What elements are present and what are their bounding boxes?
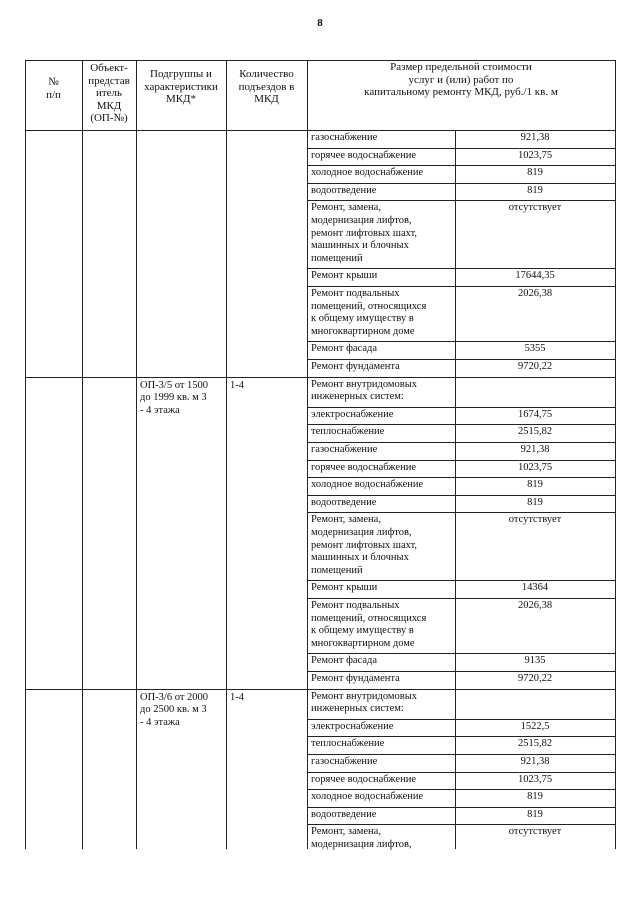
- work-name-line: Ремонт фундамента: [311, 673, 400, 684]
- work-name-line: помещений, относящихся: [311, 300, 427, 312]
- subgroup-line: до 2500 кв. м 3: [140, 704, 207, 716]
- work-row-divider: [307, 772, 615, 773]
- work-name-line: Ремонт подвальных: [311, 288, 400, 299]
- cost-value-cell: 819: [527, 496, 543, 508]
- work-row-divider: [307, 580, 615, 581]
- work-name-cell: [311, 379, 453, 404]
- header-subgroup: [136, 68, 226, 106]
- work-name-line: холодное водоснабжение: [311, 791, 424, 803]
- work-name-line: модернизация лифтов,: [311, 526, 412, 538]
- work-name-line: ремонт лифтовых шахт,: [311, 539, 418, 551]
- work-name-line: Ремонт, замена,: [311, 826, 381, 838]
- work-name-cell: [311, 409, 453, 422]
- subgroup-line: ОП-3/6 от 2000: [140, 691, 209, 703]
- work-name-line: газоснабжение: [311, 444, 378, 455]
- cost-value-cell: 2026,38: [517, 600, 553, 611]
- header-cost: [307, 61, 615, 99]
- subgroup-cell: [140, 380, 224, 418]
- header-object-line: МКД: [96, 99, 122, 112]
- price-table: [25, 60, 615, 849]
- work-name-line: холодное водоснабжение: [311, 167, 424, 179]
- cost-value-cell: 1023,75: [517, 773, 553, 785]
- subgroup-line: ОП-3/5 от 1500: [140, 379, 209, 391]
- cost-value-cell: 819: [527, 479, 543, 491]
- header-object-line: представ: [88, 74, 130, 87]
- column-border: [226, 60, 227, 849]
- work-name-line: газоснабжение: [311, 756, 378, 767]
- header-subgroup-line: МКД*: [165, 93, 197, 106]
- work-name-cell: [311, 791, 453, 804]
- work-name-cell: [311, 582, 453, 595]
- work-name-line: водоотведение: [311, 496, 377, 508]
- work-name-cell: [311, 167, 453, 180]
- header-subgroup-line: характеристики: [144, 80, 218, 93]
- work-name-cell: [311, 738, 453, 751]
- header-number: [25, 76, 82, 101]
- cost-value-cell: 921,38: [520, 444, 550, 455]
- cost-value-cell: отсутствует: [508, 202, 562, 214]
- work-name-cell: [311, 288, 453, 338]
- work-row-divider: [307, 736, 615, 737]
- column-border: [307, 60, 308, 849]
- header-entrances-line: Количество: [239, 68, 294, 80]
- cost-value-cell: 1522,5: [520, 720, 550, 732]
- cost-value-cell: 2026,38: [517, 288, 553, 299]
- work-name-cell: [311, 673, 453, 686]
- work-name-line: модернизация лифтов,: [311, 838, 412, 850]
- work-row-divider: [307, 424, 615, 425]
- cost-value-cell: отсутствует: [508, 514, 562, 526]
- work-name-line: инженерных систем:: [311, 391, 404, 403]
- work-name-cell: [311, 426, 453, 439]
- cost-value-cell: отсутствует: [508, 826, 562, 838]
- work-name-cell: [311, 655, 453, 668]
- work-row-divider: [307, 671, 615, 672]
- work-name-cell: [311, 343, 453, 356]
- work-name-line: Ремонт фасада: [311, 655, 378, 667]
- work-name-line: многоквартирном доме: [311, 637, 415, 649]
- header-subgroup-line: Подгруппы и: [150, 68, 212, 80]
- work-row-divider: [307, 824, 615, 825]
- cost-value-cell: 2515,82: [517, 738, 553, 750]
- cost-value-cell: 9720,22: [517, 673, 553, 684]
- work-name-line: водоотведение: [311, 808, 377, 820]
- work-name-line: теплоснабжение: [311, 426, 385, 438]
- work-name-line: Ремонт внутридомовых: [311, 378, 418, 390]
- work-name-line: горячее водоснабжение: [311, 461, 416, 473]
- work-row-divider: [307, 165, 615, 166]
- header-cost-line: Размер предельной стоимости: [390, 61, 532, 73]
- column-border: [82, 60, 83, 849]
- work-name-line: машинных и блочных: [311, 552, 409, 564]
- work-row-divider: [307, 200, 615, 201]
- work-row-divider: [307, 653, 615, 654]
- cost-value-cell: 14364: [521, 582, 549, 594]
- cost-value-cell: 17644,35: [515, 270, 555, 282]
- work-name-cell: [311, 270, 453, 283]
- work-name-line: газоснабжение: [311, 132, 378, 143]
- cost-value-cell: 819: [527, 167, 543, 179]
- work-name-line: ремонт лифтовых шахт,: [311, 227, 418, 239]
- cost-value-cell: 921,38: [520, 132, 550, 143]
- work-name-line: к общему имуществу в: [311, 625, 414, 637]
- work-name-cell: [311, 444, 453, 457]
- header-bottom-border: [25, 130, 615, 131]
- work-row-divider: [307, 407, 615, 408]
- column-border: [136, 60, 137, 849]
- work-name-line: Ремонт, замена,: [311, 202, 381, 214]
- section-divider: [25, 377, 615, 378]
- work-name-cell: [311, 462, 453, 475]
- header-cost-line: капитальному ремонту МКД, руб./1 кв. м: [364, 86, 558, 99]
- work-name-cell: [311, 809, 453, 822]
- cost-value-cell: 9720,22: [517, 361, 553, 372]
- work-name-cell: [311, 826, 453, 851]
- work-name-cell: [311, 361, 453, 374]
- work-name-line: холодное водоснабжение: [311, 479, 424, 491]
- work-name-line: горячее водоснабжение: [311, 149, 416, 161]
- work-row-divider: [307, 807, 615, 808]
- work-name-line: Ремонт фундамента: [311, 361, 400, 372]
- work-name-cell: [311, 202, 453, 265]
- header-number-line: №: [48, 76, 59, 88]
- subgroup-line: до 1999 кв. м 3: [140, 392, 207, 404]
- work-name-line: помещений: [311, 564, 363, 576]
- page-number: 8: [317, 17, 323, 29]
- work-name-cell: [311, 514, 453, 577]
- work-row-divider: [307, 341, 615, 342]
- work-row-divider: [307, 598, 615, 599]
- cost-value-cell: 5355: [524, 343, 546, 355]
- work-name-line: электроснабжение: [311, 720, 394, 732]
- cost-value-cell: 819: [527, 808, 543, 820]
- work-name-cell: [311, 721, 453, 734]
- work-name-line: Ремонт крыши: [311, 270, 378, 282]
- header-entrances: [226, 68, 307, 106]
- work-name-line: помещений: [311, 252, 363, 264]
- work-name-line: многоквартирном доме: [311, 325, 415, 337]
- cost-value-cell: 819: [527, 184, 543, 196]
- work-name-line: модернизация лифтов,: [311, 214, 412, 226]
- header-object-line: итель: [95, 87, 123, 100]
- work-name-line: машинных и блочных: [311, 240, 409, 252]
- work-row-divider: [307, 183, 615, 184]
- work-name-line: Ремонт фасада: [311, 343, 378, 355]
- work-row-divider: [307, 460, 615, 461]
- work-name-cell: [311, 132, 453, 145]
- work-row-divider: [307, 477, 615, 478]
- work-name-cell: [311, 150, 453, 163]
- header-object-line: (ОП-№): [90, 112, 128, 125]
- cost-value-cell: 819: [527, 791, 543, 803]
- header-entrances-line: подъездов в: [238, 80, 295, 93]
- work-row-divider: [307, 359, 615, 360]
- work-name-cell: [311, 479, 453, 492]
- header-object: [82, 62, 136, 125]
- cost-value-cell: 2515,82: [517, 426, 553, 438]
- work-name-line: инженерных систем:: [311, 703, 404, 715]
- work-name-line: помещений, относящихся: [311, 612, 427, 624]
- cost-value-cell: 921,38: [520, 756, 550, 767]
- column-border: [25, 60, 26, 849]
- header-object-line: Объект-: [90, 62, 128, 74]
- work-name-cell: [311, 600, 453, 650]
- work-name-line: к общему имуществу в: [311, 313, 414, 325]
- work-row-divider: [307, 286, 615, 287]
- header-cost-line: услуг и (или) работ по: [408, 73, 514, 86]
- work-name-line: электроснабжение: [311, 408, 394, 420]
- column-border: [615, 60, 616, 849]
- work-name-cell: [311, 185, 453, 198]
- work-row-divider: [307, 512, 615, 513]
- work-name-cell: [311, 774, 453, 787]
- cost-value-cell: 1023,75: [517, 461, 553, 473]
- subgroup-line: - 4 этажа: [140, 404, 180, 416]
- subgroup-cell: [140, 692, 224, 730]
- work-row-divider: [307, 754, 615, 755]
- cost-value-cell: 1023,75: [517, 149, 553, 161]
- subgroup-line: - 4 этажа: [140, 716, 180, 728]
- work-name-cell: [311, 756, 453, 769]
- work-name-line: Ремонт, замена,: [311, 514, 381, 526]
- entrances-cell: 1-4: [230, 379, 244, 391]
- header-number-line: п/п: [46, 88, 61, 101]
- work-row-divider: [307, 719, 615, 720]
- work-name-line: теплоснабжение: [311, 738, 385, 750]
- work-name-cell: [311, 497, 453, 510]
- work-name-line: водоотведение: [311, 184, 377, 196]
- work-row-divider: [307, 442, 615, 443]
- work-name-line: горячее водоснабжение: [311, 773, 416, 785]
- work-name-line: Ремонт крыши: [311, 582, 378, 594]
- cost-value-cell: 1674,75: [517, 408, 553, 420]
- work-row-divider: [307, 495, 615, 496]
- work-row-divider: [307, 268, 615, 269]
- work-name-line: Ремонт подвальных: [311, 600, 400, 611]
- work-row-divider: [307, 789, 615, 790]
- header-entrances-line: МКД: [254, 93, 279, 106]
- cost-value-cell: 9135: [524, 655, 546, 667]
- entrances-cell: 1-4: [230, 691, 244, 703]
- work-name-line: Ремонт внутридомовых: [311, 690, 418, 702]
- section-divider: [25, 689, 615, 690]
- work-row-divider: [307, 148, 615, 149]
- work-name-cell: [311, 691, 453, 716]
